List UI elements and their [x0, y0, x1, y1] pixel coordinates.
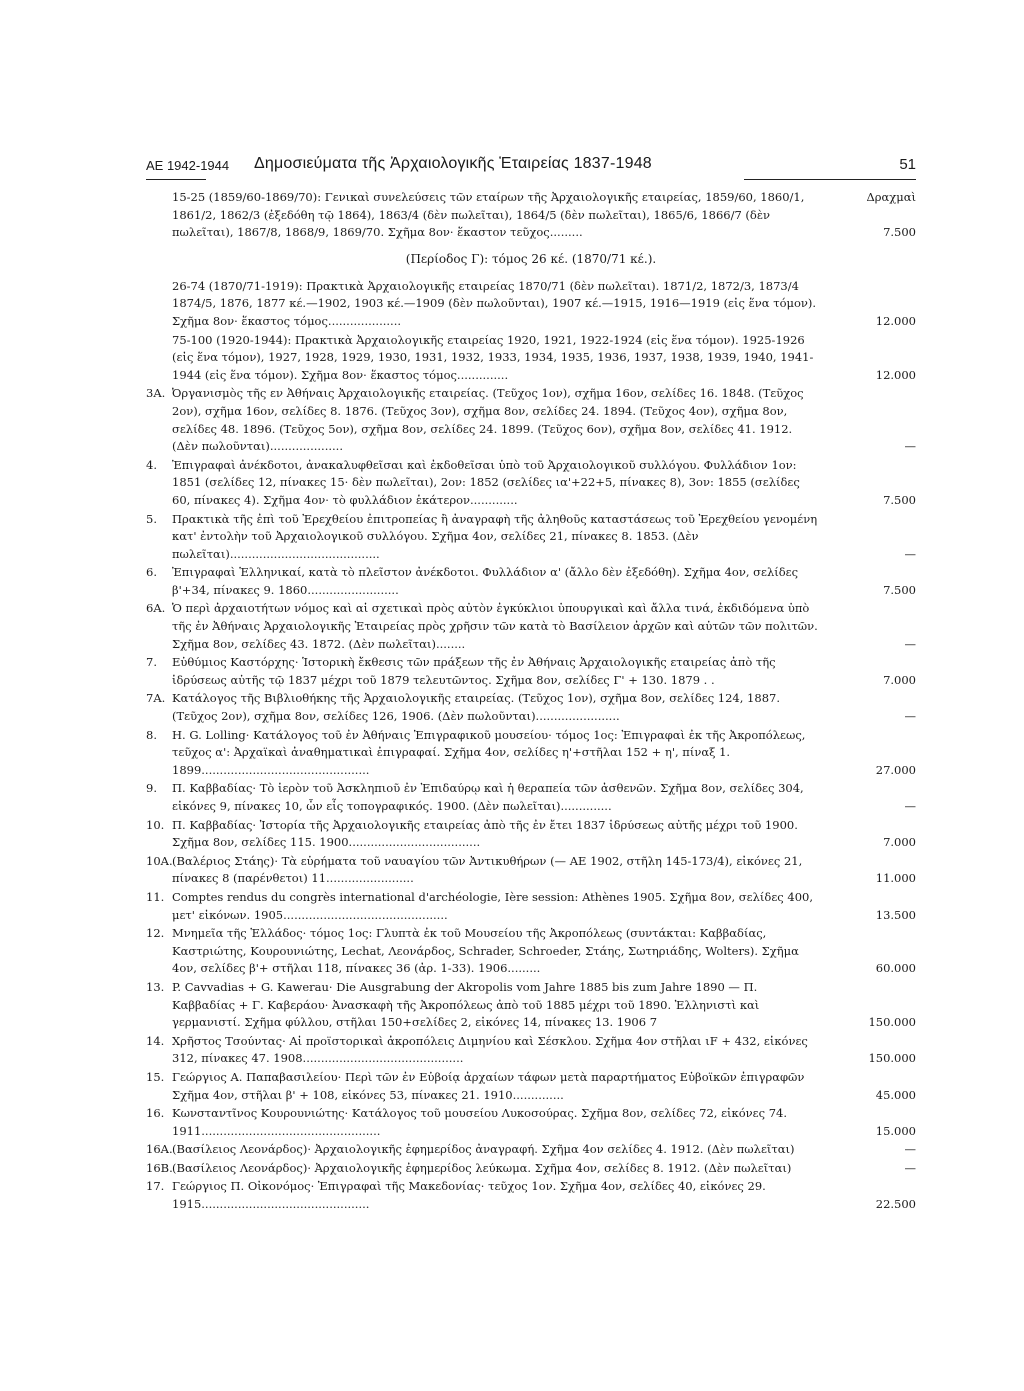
list-item — [146, 1105, 916, 1140]
list-item — [146, 727, 916, 780]
entry-number: 10. — [146, 817, 165, 832]
entry-number: 10Α. — [146, 853, 173, 868]
entry-number: 7. — [146, 655, 157, 670]
entry-number: 17. — [146, 1179, 165, 1194]
period-heading: (Περίοδος Γ): τόμος 26 κέ. (1870/71 κέ.). — [405, 251, 657, 266]
page-title: Δημοσιεύματα τῆς Ἀρχαιολογικῆς Ἑταιρείας 1837-1948 — [254, 155, 652, 172]
list-item — [146, 511, 916, 564]
entry-price: 60.000 — [875, 961, 916, 976]
entry-number: 9. — [146, 781, 157, 796]
entry-text: 15-25 (1859/60-1869/70): Γενικαὶ συνελεύσεις τῶν εταίρων τῆς Ἀρχαιολογικῆς εταιρείας, 1859/60, 1860/1, 1861/2, 1862/3 (ἐξεδόθη τῷ 1864), 1863/4 (δὲν πωλεῖται), 1864/5 (δὲν πωλεῖται), 1865/6, 1866/7 (δὲν πωλεῖται), 1867/8, 1868/9, 1869/70. Σχῆμα 8ον· ἕκαστον τεῦχος......... — [172, 190, 805, 240]
list-item — [146, 457, 916, 510]
entry-text: Εὐθύμιος Καστόρχης· Ἱστορικὴ ἔκθεσις τῶν πράξεων τῆς ἐν Ἀθήναις Ἀρχαιολογικῆς εταιρείας ἀπὸ τῆς ἱδρύσεως αὐτῆς τῷ 1837 μέχρι τοῦ 1879 τελευτῶντος. Σχῆμα 8ον, σελίδες Γ' + 130. 1879 . . — [172, 655, 776, 687]
entry-number: 8. — [146, 727, 157, 742]
list-item — [146, 1069, 916, 1104]
entry-price: 7.500 — [883, 225, 916, 240]
entry-price: 7.000 — [883, 835, 916, 850]
entry-text: H. G. Lolling· Κατάλογος τοῦ ἐν Ἀθήναις Ἐπιγραφικοῦ μουσείου· τόμος 1ος: Ἐπιγραφαὶ ἐκ τῆς Ἀκροπόλεως, τεῦχος α': Ἀρχαϊκαὶ ἀναθηματικαὶ ἐπιγραφαί. Σχῆμα 4ον, σελίδες η'+στῆλαι 152 + η', πίναξ 1. 1899.............................................. — [172, 727, 806, 777]
list-item — [146, 332, 916, 385]
entry-text: (Βασίλειος Λεονάρδος)· Ἀρχαιολογικῆς ἐφημερίδος λεύκωμα. Σχῆμα 4ον, σελίδες 8. 1912. (Δὲν πωλεῖται) — [172, 1160, 792, 1175]
entry-price: 27.000 — [875, 762, 916, 777]
list-item — [146, 654, 916, 689]
entry-price: 45.000 — [875, 1087, 916, 1102]
entry-price: 13.500 — [875, 907, 916, 922]
entry-number: 5. — [146, 511, 157, 526]
entry-text: Γεώργιος Π. Οἰκονόμος· Ἐπιγραφαὶ τῆς Μακεδονίας· τεῦχος 1ον. Σχῆμα 4ον, σελίδες 40, εἰκόνες 29. 1915.............................................. — [172, 1179, 766, 1212]
entry-text: Comptes rendus du congrès international d'archéologie, Ière session: Athènes 1905. Σχῆμα 8ον, σελίδες 400, μετ' εἰκόνων. 1905............................................. — [172, 889, 813, 922]
entry-text: Πρακτικὰ τῆς ἐπὶ τοῦ Ἐρεχθείου ἐπιτροπείας ἢ ἀναγραφὴ τῆς ἀληθοῦς καταστάσεως τοῦ Ἐρεχθείου γενομένη κατ' ἐντολὴν τοῦ Ἀρχαιολογικοῦ συλλόγου. Σχῆμα 4ον, σελίδες 21, πίνακες 8. 1853. (Δὲν πωλεῖται)......................................... — [172, 511, 818, 561]
entry-price: 12.000 — [875, 367, 916, 382]
entry-text: 75-100 (1920-1944): Πρακτικὰ Ἀρχαιολογικῆς εταιρείας 1920, 1921, 1922-1924 (εἰς ἕνα τόμον). 1925-1926 (εἰς ἕνα τόμον), 1927, 1928, 1929, 1930, 1931, 1932, 1933, 1934, 1935, 1936, 1937, 1938, 1939, 1940, 1941-1944 (εἰς ἕνα τόμον). Σχῆμα 8ον· ἕκαστος τόμος.............. — [172, 332, 814, 382]
list-item — [146, 385, 916, 455]
catalogue-body — [146, 189, 916, 1215]
list-item — [146, 817, 916, 852]
entry-number: 11. — [146, 889, 165, 904]
entry-number: 14. — [146, 1033, 165, 1048]
list-item — [146, 1178, 916, 1213]
entry-price: 7.500 — [883, 582, 916, 597]
entry-number: 6. — [146, 565, 157, 580]
list-item — [146, 979, 916, 1032]
list-item — [146, 780, 916, 815]
entry-price: 7.500 — [883, 492, 916, 507]
entry-text: Κατάλογος τῆς Βιβλιοθήκης τῆς Ἀρχαιολογικῆς εταιρείας. (Τεῦχος 1ον), σχῆμα 8ον, σελίδες 124, 1887. (Τεῦχος 2ον), σχῆμα 8ον, σελίδες 126, 1906. (Δὲν πωλοῦνται)....................... — [172, 691, 780, 724]
entry-number: 16. — [146, 1106, 165, 1121]
journal-label: ΑΕ 1942-1944 — [146, 158, 230, 173]
list-item — [146, 1033, 916, 1068]
list-item — [146, 1160, 916, 1178]
list-item — [146, 853, 916, 888]
entry-number: 13. — [146, 979, 165, 994]
list-item — [146, 1141, 916, 1159]
entry-text: Π. Καββαδίας· Ἱστορία τῆς Ἀρχαιολογικῆς εταιρείας ἀπὸ τῆς ἐν ἔτει 1837 ἱδρύσεως αὐτῆς μέχρι τοῦ 1900. Σχῆμα 8ον, σελίδες 115. 1900.................................... — [172, 817, 798, 850]
entry-text: Ὀργανισμὸς τῆς εν Ἀθήναις Ἀρχαιολογικῆς εταιρείας. (Τεῦχος 1ον), σχῆμα 16ον, σελίδες 16. 1848. (Τεῦχος 2ον), σχῆμα 16ον, σελίδες 8. 1876. (Τεῦχος 3ον), σχῆμα 8ον, σελίδες 24. 1894. (Τεῦχος 4ον), σχῆμα 8ον, σελίδες 48. 1896. (Τεῦχος 5ον), σχῆμα 8ον, σελίδες 24. 1899. (Τεῦχος 6ον), σχῆμα 8ον, σελίδες 41. 1912. (Δὲν πωλοῦνται).................... — [172, 386, 804, 454]
entry-price: — — [904, 1160, 916, 1175]
entry-number: 3Α. — [146, 386, 166, 401]
list-item — [146, 600, 916, 653]
currency-heading: Δραχμαὶ — [866, 190, 916, 204]
entry-price: 22.500 — [875, 1197, 916, 1212]
entry-number: 16Β. — [146, 1160, 173, 1175]
entry-number: 4. — [146, 457, 157, 472]
list-item — [146, 278, 916, 331]
page-number: 51 — [899, 156, 916, 173]
entry-text: P. Cavvadias + G. Kawerau· Die Ausgrabung der Akropolis vom Jahre 1885 bis zum Jahre 1890 — Π. Καββαδίας + Γ. Καβεράου· Ἀνασκαφὴ τῆς Ἀκροπόλεως ἀπὸ τοῦ 1885 μέχρι τοῦ 1890. Ἑλληνιστὶ καὶ γερμανιστί. Σχῆμα φύλλου, στῆλαι 150+σελίδες 2, εἰκόνες 14, πίνακες 13. 1906 7 — [172, 979, 760, 1030]
list-item — [146, 690, 916, 725]
entry-number: 6Α. — [146, 601, 166, 616]
entry-text: 26-74 (1870/71-1919): Πρακτικὰ Ἀρχαιολογικῆς εταιρείας 1870/71 (δὲν πωλεῖται). 1871/2, 1872/3, 1873/4 1874/5, 1876, 1877 κέ.—1902, 1903 κέ.—1909 (δὲν πωλοῦνται), 1907 κέ.—1915, 1916—1919 (εἰς ἕνα τόμον). Σχῆμα 8ον· ἕκαστος τόμος.................... — [172, 278, 817, 328]
entry-number: 16Α. — [146, 1142, 173, 1157]
entry-price: — — [904, 546, 916, 561]
header-rule-right — [744, 179, 916, 180]
entry-price: 11.000 — [875, 871, 916, 886]
entry-price: — — [904, 709, 916, 724]
page-header — [146, 155, 916, 181]
entry-text: Χρῆστος Τσούντας· Αἱ προϊστορικαὶ ἀκροπόλεις Διμηνίου καὶ Σέσκλου. Σχῆμα 4ον στῆλαι ιF + 432, εἰκόνες 312, πίνακες 47. 1908............................................ — [172, 1033, 808, 1066]
entry-price: 12.000 — [875, 313, 916, 328]
entry-price: 150.000 — [868, 1015, 916, 1030]
entry-price: — — [904, 636, 916, 651]
entry-price: — — [904, 799, 916, 813]
entry-price: — — [904, 1142, 916, 1157]
entry-text: (Βασίλειος Λεονάρδος)· Ἀρχαιολογικῆς ἐφημερίδος ἀναγραφή. Σχῆμα 4ον σελίδες 4. 1912. (Δὲν πωλεῖται) — [172, 1142, 795, 1157]
entry-text: Ἐπιγραφαὶ ἀνέκδοτοι, ἀνακαλυφθεῖσαι καὶ ἐκδοθεῖσαι ὑπὸ τοῦ Ἀρχαιολογικοῦ συλλόγου. Φυλλάδιον 1ον: 1851 (σελίδες 12, πίνακες 15· δὲν πωλεῖται), 2ον: 1852 (σελίδες ια'+22+5, πίνακες 8), 3ον: 1855 (σελίδες 60, πίνακες 4). Σχῆμα 4ον· τὸ φυλλάδιον ἑκάτερον............. — [172, 457, 800, 507]
list-item — [146, 925, 916, 978]
list-item — [146, 564, 916, 599]
entry-text: Κωνσταντῖνος Κουρουνιώτης· Κατάλογος τοῦ μουσείου Λυκοσούρας. Σχῆμα 8ον, σελίδες 72, εἰκόνες 74. 1911................................................. — [172, 1106, 787, 1138]
entry-text: Μνημεῖα τῆς Ἑλλάδος· τόμος 1ος: Γλυπτὰ ἐκ τοῦ Μουσείου τῆς Ἀκροπόλεως (συντάκται: Καββαδίας, Καστριώτης, Κουρουνιώτης, Lechat, Λεονάρδος, Schrader, Schroeder, Στάης, Σωτηριάδης, Wolters). Σχῆμα 4ον, σελίδες β'+ στῆλαι 118, πίνακες 36 (ἀρ. 1-33). 1906......... — [172, 926, 799, 976]
entry-price: 15.000 — [875, 1123, 916, 1138]
entry-text: Π. Καββαδίας· Τὸ ἱερὸν τοῦ Ἀσκληπιοῦ ἐν Ἐπιδαύρῳ καὶ ἡ θεραπεία τῶν ἀσθενῶν. Σχῆμα 8ον, σελίδες 304, εἰκόνες 9, πίνακες 10, ὧν εἷς τοπογραφικός. 1900. (Δὲν πωλεῖται).............. — [172, 781, 804, 813]
entry-price: 150.000 — [868, 1051, 916, 1066]
intro-entry — [146, 189, 916, 242]
entry-text: Ὁ περὶ ἀρχαιοτήτων νόμος καὶ αἱ σχετικαὶ πρὸς αὐτὸν ἐγκύκλιοι ὑπουργικαὶ καὶ ἄλλα τινά, ἐκδιδόμενα ὑπὸ τῆς ἐν Ἀθήναις Ἀρχαιολογικῆς Ἑταιρείας πρὸς χρῆσιν τῶν κατὰ τὸ Βασίλειον ἀρχῶν καὶ αὐτῶν τῶν πολιτῶν. Σχῆμα 8ον, σελίδες 43. 1872. (Δὲν πωλεῖται)........ — [172, 601, 818, 651]
entry-text: Ἐπιγραφαὶ Ἑλληνικαί, κατὰ τὸ πλεῖστον ἀνέκδοτοι. Φυλλάδιον α' (ἄλλο δὲν ἐξεδόθη). Σχῆμα 4ον, σελίδες β'+34, πίνακες 9. 1860......................... — [172, 565, 799, 597]
entry-price: — — [904, 439, 916, 454]
entry-number: 7Α. — [146, 691, 166, 706]
entry-text: Γεώργιος Α. Παπαβασιλείου· Περὶ τῶν ἐν Εὐβοίᾳ ἀρχαίων τάφων μετὰ παραρτήματος Εὐβοϊκῶν ἐπιγραφῶν Σχῆμα 4ον, στῆλαι β' + 108, εἰκόνες 53, πίνακες 21. 1910.............. — [172, 1069, 805, 1102]
header-rule-left — [146, 179, 206, 180]
entry-price: 7.000 — [883, 672, 916, 687]
entry-number: 15. — [146, 1069, 165, 1084]
entry-text: (Βαλέριος Στάης)· Τὰ εὑρήματα τοῦ ναυαγίου τῶν Ἀντικυθήρων (— ΑΕ 1902, στῆλη 145-173/4), εἰκόνες 21, πίνακες 8 (παρένθετοι) 11........................ — [172, 853, 803, 886]
list-item — [146, 889, 916, 924]
entry-number: 12. — [146, 926, 165, 941]
entry-list — [146, 278, 916, 1214]
